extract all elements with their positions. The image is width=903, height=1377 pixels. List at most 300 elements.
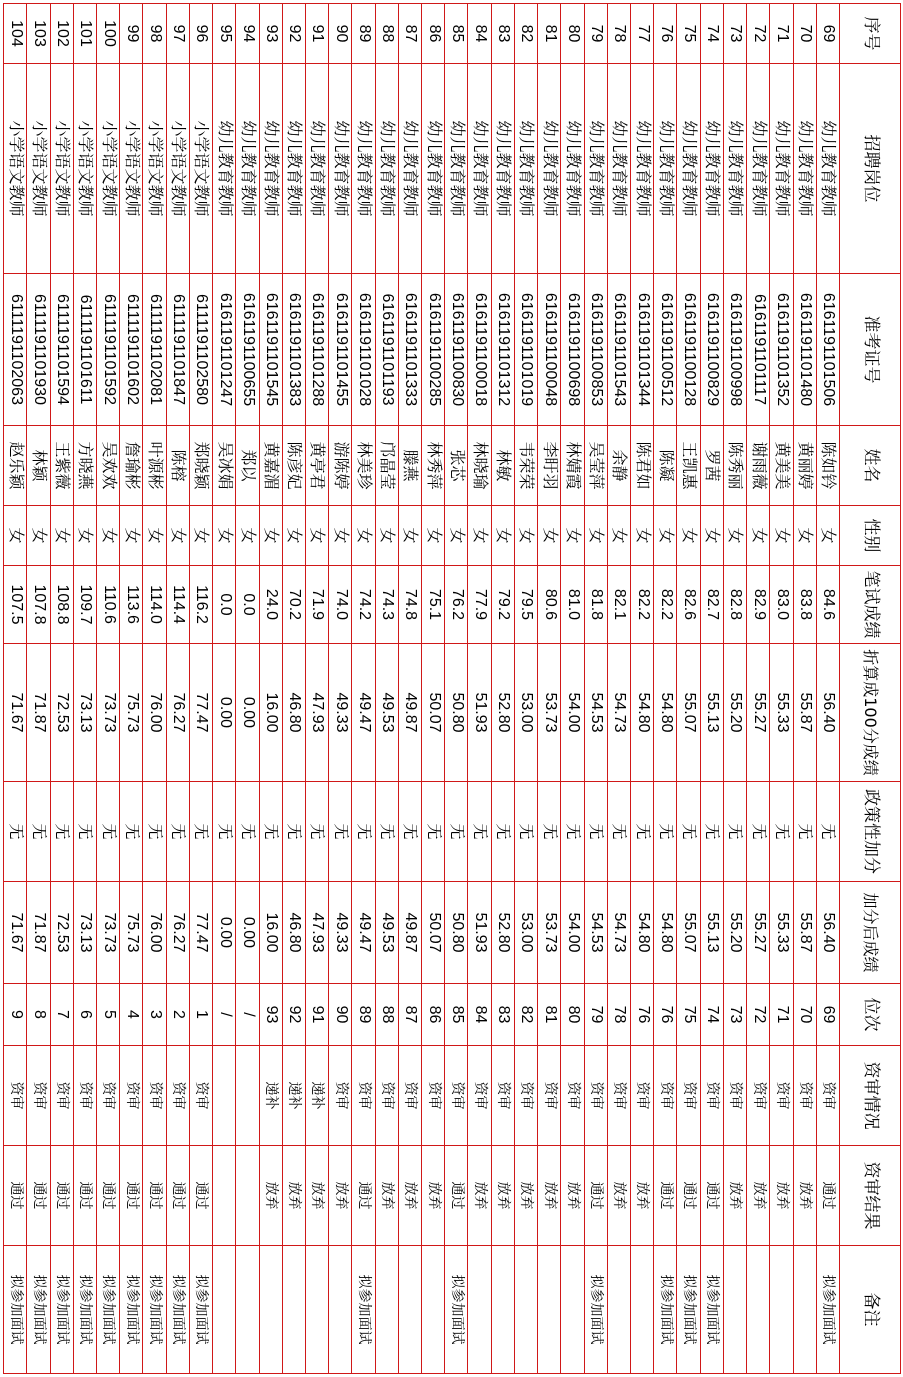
- table-row: [213, 4, 236, 1374]
- cell-written-score: 114.0: [143, 566, 166, 644]
- cell-position: 幼儿教育教师: [700, 64, 723, 274]
- cell-gender: 女: [166, 506, 189, 566]
- cell-review-result: 放弃: [723, 1146, 746, 1246]
- cell-review-result: 通过: [700, 1146, 723, 1246]
- cell-exam-number: 6161191101333: [398, 274, 421, 426]
- cell-review-status: 资审: [584, 1046, 607, 1146]
- table-row: [189, 4, 212, 1374]
- cell-position: 幼儿教育教师: [305, 64, 328, 274]
- cell-index: 69: [816, 4, 839, 64]
- cell-written-score: 114.4: [166, 566, 189, 644]
- cell-bonus-score: 53.73: [538, 882, 561, 984]
- cell-index: 75: [677, 4, 700, 64]
- table-row: [73, 4, 96, 1374]
- cell-bonus-score: 47.93: [305, 882, 328, 984]
- cell-review-status: 资审: [445, 1046, 468, 1146]
- cell-written-score: 74.3: [375, 566, 398, 644]
- cell-bonus-score: 54.53: [584, 882, 607, 984]
- cell-name: 陈凝: [654, 426, 677, 506]
- header-remarks: 备注: [840, 1246, 901, 1374]
- cell-name: 黄美美: [770, 426, 793, 506]
- cell-exam-number: 6111191101611: [73, 274, 96, 426]
- cell-review-result: 放弃: [770, 1146, 793, 1246]
- cell-policy-bonus: 无: [213, 782, 236, 882]
- cell-rank: 5: [97, 984, 120, 1046]
- cell-remarks: [375, 1246, 398, 1374]
- cell-policy-bonus: 无: [120, 782, 143, 882]
- cell-position: 小学语文教师: [50, 64, 73, 274]
- cell-converted-score: 0.00: [236, 644, 259, 782]
- cell-policy-bonus: 无: [282, 782, 305, 882]
- cell-converted-score: 55.87: [793, 644, 816, 782]
- cell-converted-score: 76.27: [166, 644, 189, 782]
- cell-policy-bonus: 无: [143, 782, 166, 882]
- cell-rank: 69: [816, 984, 839, 1046]
- cell-policy-bonus: 无: [236, 782, 259, 882]
- cell-converted-score: 53.73: [538, 644, 561, 782]
- table-row: [770, 4, 793, 1374]
- table-row: [97, 4, 120, 1374]
- table-row: [422, 4, 445, 1374]
- cell-written-score: 82.7: [700, 566, 723, 644]
- cell-gender: 女: [143, 506, 166, 566]
- cell-converted-score: 54.53: [584, 644, 607, 782]
- cell-gender: 女: [422, 506, 445, 566]
- cell-gender: 女: [305, 506, 328, 566]
- cell-written-score: 0.0: [236, 566, 259, 644]
- cell-name: 余静: [607, 426, 630, 506]
- cell-remarks: [213, 1246, 236, 1374]
- cell-rank: 90: [329, 984, 352, 1046]
- cell-written-score: 76.2: [445, 566, 468, 644]
- cell-gender: 女: [97, 506, 120, 566]
- cell-exam-number: 6111191102580: [189, 274, 212, 426]
- cell-review-result: [236, 1146, 259, 1246]
- cell-converted-score: 49.53: [375, 644, 398, 782]
- cell-position: 小学语文教师: [4, 64, 27, 274]
- cell-rank: 87: [398, 984, 421, 1046]
- cell-index: 84: [468, 4, 491, 64]
- cell-index: 92: [282, 4, 305, 64]
- cell-index: 82: [514, 4, 537, 64]
- cell-bonus-score: 49.33: [329, 882, 352, 984]
- cell-exam-number: 6161191100512: [654, 274, 677, 426]
- cell-review-result: 放弃: [422, 1146, 445, 1246]
- cell-exam-number: 6111191102063: [4, 274, 27, 426]
- cell-gender: 女: [259, 506, 282, 566]
- cell-index: 89: [352, 4, 375, 64]
- cell-position: 幼儿教育教师: [677, 64, 700, 274]
- cell-exam-number: 6161191101117: [747, 274, 770, 426]
- header-written-score: 笔试成绩: [840, 566, 901, 644]
- table-row: [259, 4, 282, 1374]
- cell-name: 林敏: [491, 426, 514, 506]
- cell-written-score: 116.2: [189, 566, 212, 644]
- cell-bonus-score: 54.80: [654, 882, 677, 984]
- cell-written-score: 82.2: [631, 566, 654, 644]
- cell-policy-bonus: 无: [514, 782, 537, 882]
- cell-gender: 女: [514, 506, 537, 566]
- cell-position: 小学语文教师: [189, 64, 212, 274]
- cell-policy-bonus: 无: [4, 782, 27, 882]
- cell-review-status: 资审: [538, 1046, 561, 1146]
- cell-position: 幼儿教育教师: [352, 64, 375, 274]
- cell-index: 86: [422, 4, 445, 64]
- cell-review-result: 通过: [189, 1146, 212, 1246]
- cell-index: 97: [166, 4, 189, 64]
- cell-policy-bonus: 无: [538, 782, 561, 882]
- cell-position: 幼儿教育教师: [491, 64, 514, 274]
- cell-written-score: 74.0: [329, 566, 352, 644]
- header-row: [840, 4, 901, 1374]
- cell-rank: 79: [584, 984, 607, 1046]
- table-body: [4, 4, 840, 1374]
- cell-position: 幼儿教育教师: [584, 64, 607, 274]
- cell-exam-number: 6161191101455: [329, 274, 352, 426]
- cell-policy-bonus: 无: [677, 782, 700, 882]
- cell-bonus-score: 54.00: [561, 882, 584, 984]
- cell-bonus-score: 49.87: [398, 882, 421, 984]
- cell-gender: 女: [120, 506, 143, 566]
- cell-rank: 78: [607, 984, 630, 1046]
- cell-written-score: 24.0: [259, 566, 282, 644]
- table-row: [816, 4, 839, 1374]
- cell-remarks: 拟参加面试: [352, 1246, 375, 1374]
- cell-position: 幼儿教育教师: [607, 64, 630, 274]
- cell-exam-number: 6111191101602: [120, 274, 143, 426]
- cell-index: 87: [398, 4, 421, 64]
- cell-review-status: 资审: [723, 1046, 746, 1146]
- cell-written-score: 82.8: [723, 566, 746, 644]
- cell-position: 幼儿教育教师: [561, 64, 584, 274]
- cell-bonus-score: 49.53: [375, 882, 398, 984]
- cell-exam-number: 6161191101247: [213, 274, 236, 426]
- cell-gender: 女: [561, 506, 584, 566]
- cell-rank: 83: [491, 984, 514, 1046]
- cell-exam-number: 6161191100853: [584, 274, 607, 426]
- table-row: [50, 4, 73, 1374]
- cell-review-result: 通过: [584, 1146, 607, 1246]
- cell-converted-score: 77.47: [189, 644, 212, 782]
- cell-remarks: [723, 1246, 746, 1374]
- cell-converted-score: 76.00: [143, 644, 166, 782]
- table-row: [584, 4, 607, 1374]
- cell-index: 96: [189, 4, 212, 64]
- cell-review-result: 放弃: [538, 1146, 561, 1246]
- cell-position: 幼儿教育教师: [445, 64, 468, 274]
- cell-written-score: 84.6: [816, 566, 839, 644]
- cell-converted-score: 46.80: [282, 644, 305, 782]
- table-row: [514, 4, 537, 1374]
- cell-remarks: 拟参加面试: [445, 1246, 468, 1374]
- cell-name: 滕燕: [398, 426, 421, 506]
- cell-bonus-score: 55.07: [677, 882, 700, 984]
- cell-exam-number: 6161191101028: [352, 274, 375, 426]
- cell-name: 方晓燕: [73, 426, 96, 506]
- results-table: [3, 3, 901, 1374]
- cell-review-status: 资审: [747, 1046, 770, 1146]
- cell-review-result: 通过: [73, 1146, 96, 1246]
- cell-name: 游陈婷: [329, 426, 352, 506]
- cell-position: 小学语文教师: [166, 64, 189, 274]
- cell-rank: 91: [305, 984, 328, 1046]
- cell-policy-bonus: 无: [422, 782, 445, 882]
- cell-bonus-score: 16.00: [259, 882, 282, 984]
- cell-name: 郑以: [236, 426, 259, 506]
- cell-position: 幼儿教育教师: [282, 64, 305, 274]
- cell-gender: 女: [352, 506, 375, 566]
- cell-review-result: 通过: [143, 1146, 166, 1246]
- cell-name: 陈彦妃: [282, 426, 305, 506]
- cell-exam-number: 6161191100285: [422, 274, 445, 426]
- cell-rank: 82: [514, 984, 537, 1046]
- cell-bonus-score: 53.00: [514, 882, 537, 984]
- cell-review-status: 资审: [398, 1046, 421, 1146]
- cell-name: 吴欢欢: [97, 426, 120, 506]
- cell-rank: 93: [259, 984, 282, 1046]
- cell-policy-bonus: 无: [654, 782, 677, 882]
- cell-converted-score: 49.87: [398, 644, 421, 782]
- cell-review-result: 通过: [50, 1146, 73, 1246]
- cell-review-result: 放弃: [514, 1146, 537, 1246]
- cell-bonus-score: 77.47: [189, 882, 212, 984]
- cell-exam-number: 6111191101592: [97, 274, 120, 426]
- cell-rank: /: [213, 984, 236, 1046]
- cell-remarks: 拟参加面试: [584, 1246, 607, 1374]
- cell-bonus-score: 52.80: [491, 882, 514, 984]
- cell-name: 陈君如: [631, 426, 654, 506]
- cell-exam-number: 6161191101383: [282, 274, 305, 426]
- cell-bonus-score: 72.53: [50, 882, 73, 984]
- cell-review-status: 资审: [352, 1046, 375, 1146]
- cell-bonus-score: 73.73: [97, 882, 120, 984]
- cell-name: 郑晓颖: [189, 426, 212, 506]
- table-row: [677, 4, 700, 1374]
- cell-written-score: 0.0: [213, 566, 236, 644]
- cell-remarks: 拟参加面试: [27, 1246, 50, 1374]
- cell-written-score: 71.9: [305, 566, 328, 644]
- cell-gender: 女: [236, 506, 259, 566]
- cell-review-status: 资审: [73, 1046, 96, 1146]
- cell-rank: 76: [654, 984, 677, 1046]
- cell-rank: 92: [282, 984, 305, 1046]
- cell-rank: 89: [352, 984, 375, 1046]
- cell-name: 王紫薇: [50, 426, 73, 506]
- cell-bonus-score: 71.67: [4, 882, 27, 984]
- cell-policy-bonus: 无: [27, 782, 50, 882]
- cell-policy-bonus: 无: [631, 782, 654, 882]
- cell-review-result: 通过: [27, 1146, 50, 1246]
- cell-converted-score: 0.00: [213, 644, 236, 782]
- cell-index: 98: [143, 4, 166, 64]
- cell-name: 张芯: [445, 426, 468, 506]
- cell-rank: 6: [73, 984, 96, 1046]
- cell-policy-bonus: 无: [166, 782, 189, 882]
- cell-converted-score: 73.13: [73, 644, 96, 782]
- cell-policy-bonus: 无: [305, 782, 328, 882]
- table-row: [723, 4, 746, 1374]
- table-row: [631, 4, 654, 1374]
- cell-bonus-score: 49.47: [352, 882, 375, 984]
- cell-remarks: [398, 1246, 421, 1374]
- cell-review-result: 放弃: [468, 1146, 491, 1246]
- cell-name: 谢雨薇: [747, 426, 770, 506]
- cell-converted-score: 54.80: [654, 644, 677, 782]
- cell-exam-number: 6111191101594: [50, 274, 73, 426]
- cell-gender: 女: [27, 506, 50, 566]
- cell-position: 幼儿教育教师: [816, 64, 839, 274]
- cell-position: 幼儿教育教师: [538, 64, 561, 274]
- cell-bonus-score: 54.80: [631, 882, 654, 984]
- cell-gender: 女: [329, 506, 352, 566]
- table-row: [4, 4, 27, 1374]
- cell-converted-score: 50.07: [422, 644, 445, 782]
- table-row: [27, 4, 50, 1374]
- cell-exam-number: 6161191101545: [259, 274, 282, 426]
- cell-written-score: 79.2: [491, 566, 514, 644]
- cell-exam-number: 6161191101312: [491, 274, 514, 426]
- cell-index: 88: [375, 4, 398, 64]
- cell-remarks: 拟参加面试: [816, 1246, 839, 1374]
- cell-remarks: [468, 1246, 491, 1374]
- cell-converted-score: 71.67: [4, 644, 27, 782]
- table-row: [329, 4, 352, 1374]
- table-row: [445, 4, 468, 1374]
- cell-rank: 72: [747, 984, 770, 1046]
- cell-remarks: 拟参加面试: [700, 1246, 723, 1374]
- cell-written-score: 80.6: [538, 566, 561, 644]
- cell-exam-number: 6161191100698: [561, 274, 584, 426]
- cell-name: 詹瑜彬: [120, 426, 143, 506]
- cell-bonus-score: 55.13: [700, 882, 723, 984]
- cell-position: 幼儿教育教师: [723, 64, 746, 274]
- cell-remarks: 拟参加面试: [166, 1246, 189, 1374]
- cell-review-status: 资审: [422, 1046, 445, 1146]
- cell-name: 王凯惠: [677, 426, 700, 506]
- table-row: [166, 4, 189, 1374]
- cell-index: 99: [120, 4, 143, 64]
- cell-review-status: 资审: [189, 1046, 212, 1146]
- header-exam-number: 准考证号: [840, 274, 901, 426]
- cell-written-score: 77.9: [468, 566, 491, 644]
- cell-policy-bonus: 无: [50, 782, 73, 882]
- cell-position: 幼儿教育教师: [654, 64, 677, 274]
- cell-written-score: 70.2: [282, 566, 305, 644]
- cell-review-status: 资审: [816, 1046, 839, 1146]
- cell-policy-bonus: 无: [816, 782, 839, 882]
- cell-review-status: 资审: [514, 1046, 537, 1146]
- cell-policy-bonus: 无: [723, 782, 746, 882]
- cell-name: 林秀萍: [422, 426, 445, 506]
- cell-exam-number: 6161191100655: [236, 274, 259, 426]
- cell-remarks: [770, 1246, 793, 1374]
- cell-gender: 女: [375, 506, 398, 566]
- cell-remarks: 拟参加面试: [143, 1246, 166, 1374]
- cell-written-score: 108.8: [50, 566, 73, 644]
- table-row: [538, 4, 561, 1374]
- cell-review-status: 资审: [50, 1046, 73, 1146]
- cell-written-score: 110.6: [97, 566, 120, 644]
- cell-remarks: [631, 1246, 654, 1374]
- cell-rank: 73: [723, 984, 746, 1046]
- cell-exam-number: 6161191101506: [816, 274, 839, 426]
- header-rank: 位次: [840, 984, 901, 1046]
- header-bonus-score: 加分后成绩: [840, 882, 901, 984]
- cell-gender: 女: [770, 506, 793, 566]
- cell-remarks: [747, 1246, 770, 1374]
- table-row: [143, 4, 166, 1374]
- cell-rank: 86: [422, 984, 445, 1046]
- cell-policy-bonus: 无: [97, 782, 120, 882]
- cell-position: 小学语文教师: [27, 64, 50, 274]
- cell-name: 吴冰娟: [213, 426, 236, 506]
- cell-converted-score: 75.73: [120, 644, 143, 782]
- cell-position: 幼儿教育教师: [422, 64, 445, 274]
- cell-rank: /: [236, 984, 259, 1046]
- cell-gender: 女: [491, 506, 514, 566]
- cell-name: 陈榕: [166, 426, 189, 506]
- cell-bonus-score: 73.13: [73, 882, 96, 984]
- cell-remarks: 拟参加面试: [677, 1246, 700, 1374]
- cell-rank: 3: [143, 984, 166, 1046]
- cell-review-result: 放弃: [375, 1146, 398, 1246]
- cell-rank: 1: [189, 984, 212, 1046]
- cell-name: 林颖: [27, 426, 50, 506]
- cell-gender: 女: [282, 506, 305, 566]
- cell-position: 幼儿教育教师: [213, 64, 236, 274]
- cell-policy-bonus: 无: [607, 782, 630, 882]
- cell-converted-score: 49.47: [352, 644, 375, 782]
- cell-remarks: [607, 1246, 630, 1374]
- table-row: [236, 4, 259, 1374]
- cell-gender: 女: [700, 506, 723, 566]
- cell-policy-bonus: 无: [259, 782, 282, 882]
- table-row: [654, 4, 677, 1374]
- cell-review-status: 递补: [282, 1046, 305, 1146]
- cell-index: 79: [584, 4, 607, 64]
- cell-written-score: 107.8: [27, 566, 50, 644]
- cell-name: 邝晶莹: [375, 426, 398, 506]
- cell-gender: 女: [189, 506, 212, 566]
- cell-review-status: 资审: [491, 1046, 514, 1146]
- cell-policy-bonus: 无: [398, 782, 421, 882]
- cell-written-score: 109.7: [73, 566, 96, 644]
- cell-review-status: [213, 1046, 236, 1146]
- cell-policy-bonus: 无: [352, 782, 375, 882]
- cell-rank: 88: [375, 984, 398, 1046]
- cell-index: 83: [491, 4, 514, 64]
- cell-converted-score: 55.27: [747, 644, 770, 782]
- cell-review-result: 放弃: [305, 1146, 328, 1246]
- cell-converted-score: 55.33: [770, 644, 793, 782]
- cell-name: 陈秀丽: [723, 426, 746, 506]
- cell-gender: 女: [445, 506, 468, 566]
- cell-index: 94: [236, 4, 259, 64]
- table-row: [747, 4, 770, 1374]
- cell-review-result: [213, 1146, 236, 1246]
- cell-review-result: 通过: [654, 1146, 677, 1246]
- cell-index: 74: [700, 4, 723, 64]
- cell-review-result: 放弃: [561, 1146, 584, 1246]
- cell-position: 幼儿教育教师: [747, 64, 770, 274]
- cell-review-status: 资审: [27, 1046, 50, 1146]
- header-name: 姓名: [840, 426, 901, 506]
- cell-policy-bonus: 无: [445, 782, 468, 882]
- header-position: 招聘岗位: [840, 64, 901, 274]
- cell-index: 103: [27, 4, 50, 64]
- header-converted-score: 折算成100分成绩: [840, 644, 901, 782]
- cell-converted-score: 49.33: [329, 644, 352, 782]
